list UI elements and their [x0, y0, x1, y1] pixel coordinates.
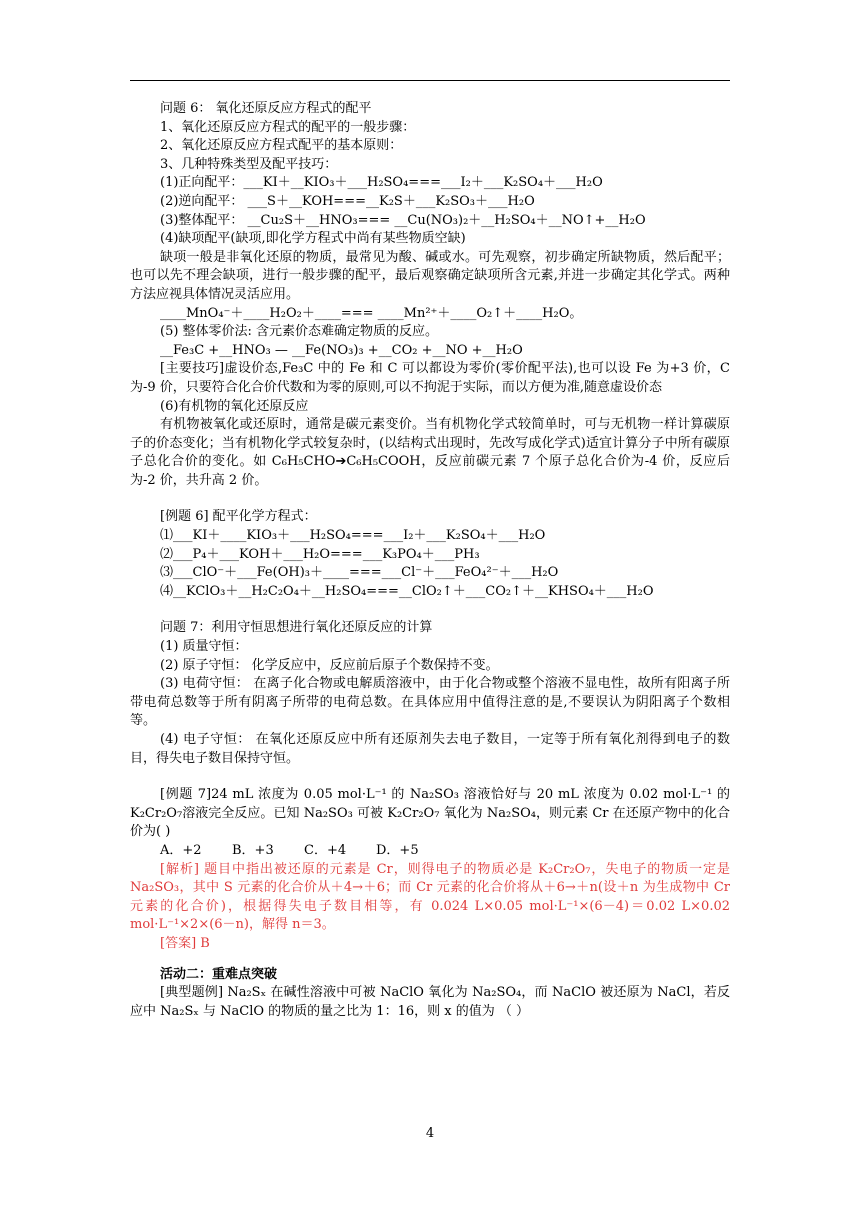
- spacer: [130, 954, 730, 966]
- option-b: B．+3: [232, 842, 274, 858]
- q6-eq-fe3c: __Fe₃C +__HNO₃ — __Fe(NO₃)₃ +__CO₂ +__NO +__H₂O: [160, 342, 523, 358]
- q6-para-3: 有机物被氧化或还原时，通常是碳元素变价。当有机物化学式较简单时，可与无机物一样计算碳原子的价态变化；当有机物化学式较复杂时，(以结构式出现时，先改写成化学式)适宜计算分子中所有碳原子总化合价的变化。如 C₆H₅CHO➔C₆H₅COOH，反应前碳元素 7 个原子总化合价为-4 价，反应后为-2 价，共升高 2 价。: [130, 417, 730, 488]
- q6-line-2: 2、氧化还原反应方程式配平的基本原则：: [160, 138, 403, 154]
- q6-item-4: (4)缺项配平(缺项,即化学方程式中尚有某些物质空缺): [160, 231, 466, 247]
- q7-conservation-4: (4) 电子守恒： 在氧化还原反应中所有还原剂失去电子数目，一定等于所有氧化剂得到电子的数目，得失电子数目保持守恒。: [130, 732, 730, 766]
- q7-conservation-2: (2) 原子守恒： 化学反应中，反应前后原子个数保持不变。: [160, 657, 499, 673]
- spacer: [130, 601, 730, 619]
- ex6-item-4: ⑷__KClO₃＋__H₂C₂O₄＋__H₂SO₄===__ClO₂↑＋___CO₂↑＋__KHSO₄＋___H₂O: [160, 583, 654, 599]
- ex6-item-3: ⑶___ClO⁻＋___Fe(OH)₃＋____===___Cl⁻＋___FeO₄²⁻＋___H₂O: [160, 565, 559, 581]
- q7-conservation-3: (3) 电荷守恒： 在离子化合物或电解质溶液中，由于化合物或整个溶液不显电性，故所有阳离子所带电荷总数等于所有阴离子所带的电荷总数。在具体应用中值得注意的是,不要误认为阴阳离子个数相等。: [130, 676, 730, 729]
- q6-eq-1: (1)正向配平：___KI＋__KIO₃＋___H₂SO₄===___I₂＋___K₂SO₄＋___H₂O: [160, 175, 603, 191]
- option-d: D．+5: [376, 842, 419, 858]
- q6-eq-2: (2)逆向配平： ___S＋__KOH===__K₂S＋___K₂SO₃＋___H₂O: [160, 193, 535, 209]
- page-number: 4: [425, 1126, 435, 1141]
- activity-2-title: 活动二：重难点突破: [160, 966, 278, 982]
- ex6-item-2: ⑵___P₄＋___KOH＋___H₂O===___K₃PO₄＋___PH₃: [160, 546, 480, 562]
- header-rule: [130, 80, 730, 81]
- q7-title: 问题 7：利用守恒思想进行氧化还原反应的计算: [160, 620, 433, 636]
- q6-eq-3: (3)整体配平： __Cu₂S＋__HNO₃=== __Cu(NO₃)₂＋__H₂SO₄＋__NO↑+__H₂O: [160, 212, 646, 228]
- q6-para-2: [主要技巧]虚设价态,Fe₃C 中的 Fe 和 C 可以都设为零价(零价配平法),也可以设 Fe 为+3 价，C 为-9 价，只要符合化合价代数和为零的原则,可以不拘泥于实际，而以方便为准,随意虚设价态: [130, 361, 730, 395]
- spacer: [130, 490, 730, 508]
- document-body: [130, 100, 730, 1021]
- q6-item-6: (6)有机物的氧化还原反应: [160, 398, 309, 414]
- ex7-analysis: [解析] 题目中指出被还原的元素是 Cr，则得电子的物质必是 K₂Cr₂O₇，失电子的物质一定是 Na₂SO₃，其中 S 元素的化合价从＋4→＋6；而 Cr 元素的化合价将从＋6→＋n(设＋n 为生成物中 Cr 元素的化合价)，根据得失电子数目相等，有 0.024 L×0.05 mol·L⁻¹×(6－4)＝0.02 L×0.02 mol·L⁻¹×2×(6－n)，解得 n＝3。: [130, 861, 730, 933]
- q6-item-5: (5) 整体零价法: 含元素价态难确定物质的反应。: [160, 324, 439, 340]
- ex6-item-1: ⑴___KI＋____KIO₃＋___H₂SO₄===___I₂＋___K₂SO₄＋___H₂O: [160, 528, 546, 544]
- option-a: A．+2: [160, 842, 202, 858]
- q7-conservation-1: (1) 质量守恒：: [160, 639, 248, 655]
- ex7-answer: [答案] B: [160, 935, 210, 951]
- q6-title: 问题 6： 氧化还原反应方程式的配平: [160, 101, 372, 116]
- ex7-question: [例题 7]24 mL 浓度为 0.05 mol·L⁻¹ 的 Na₂SO₃ 溶液恰好与 20 mL 浓度为 0.02 mol·L⁻¹ 的 K₂Cr₂O₇溶液完全反应。已知 Na₂SO₃ 可被 K₂Cr₂O₇ 氧化为 Na₂SO₄，则元素 Cr 在还原产物中的化合价为( ): [130, 787, 730, 840]
- q6-line-3: 3、几种特殊类型及配平技巧：: [160, 156, 338, 172]
- q6-line-1: 1、氧化还原反应方程式的配平的一般步骤：: [160, 119, 416, 135]
- q6-para-1: 缺项一般是非氧化还原的物质，最常见为酸、碱或水。可先观察，初步确定所缺物质，然后配平；也可以先不理会缺项，进行一般步骤的配平，最后观察确定缺项所含元素,并进一步确定其化学式。两种方法应视具体情况灵活应用。: [130, 249, 730, 302]
- ex7-options: [130, 842, 730, 861]
- option-c: C．+4: [304, 842, 347, 858]
- q6-eq-mno4: ____MnO₄⁻＋____H₂O₂＋____=== ____Mn²⁺＋____O₂↑＋____H₂O。: [160, 305, 583, 321]
- ex6-title: [例题 6] 配平化学方程式：: [160, 509, 317, 525]
- activity-2-question: [典型题例] Na₂Sₓ 在碱性溶液中可被 NaClO 氧化为 Na₂SO₄，而 NaClO 被还原为 NaCl，若反应中 Na₂Sₓ 与 NaClO 的物质的量之比为 1：16，则 x 的值为 （ ）: [130, 985, 730, 1019]
- spacer: [130, 768, 730, 786]
